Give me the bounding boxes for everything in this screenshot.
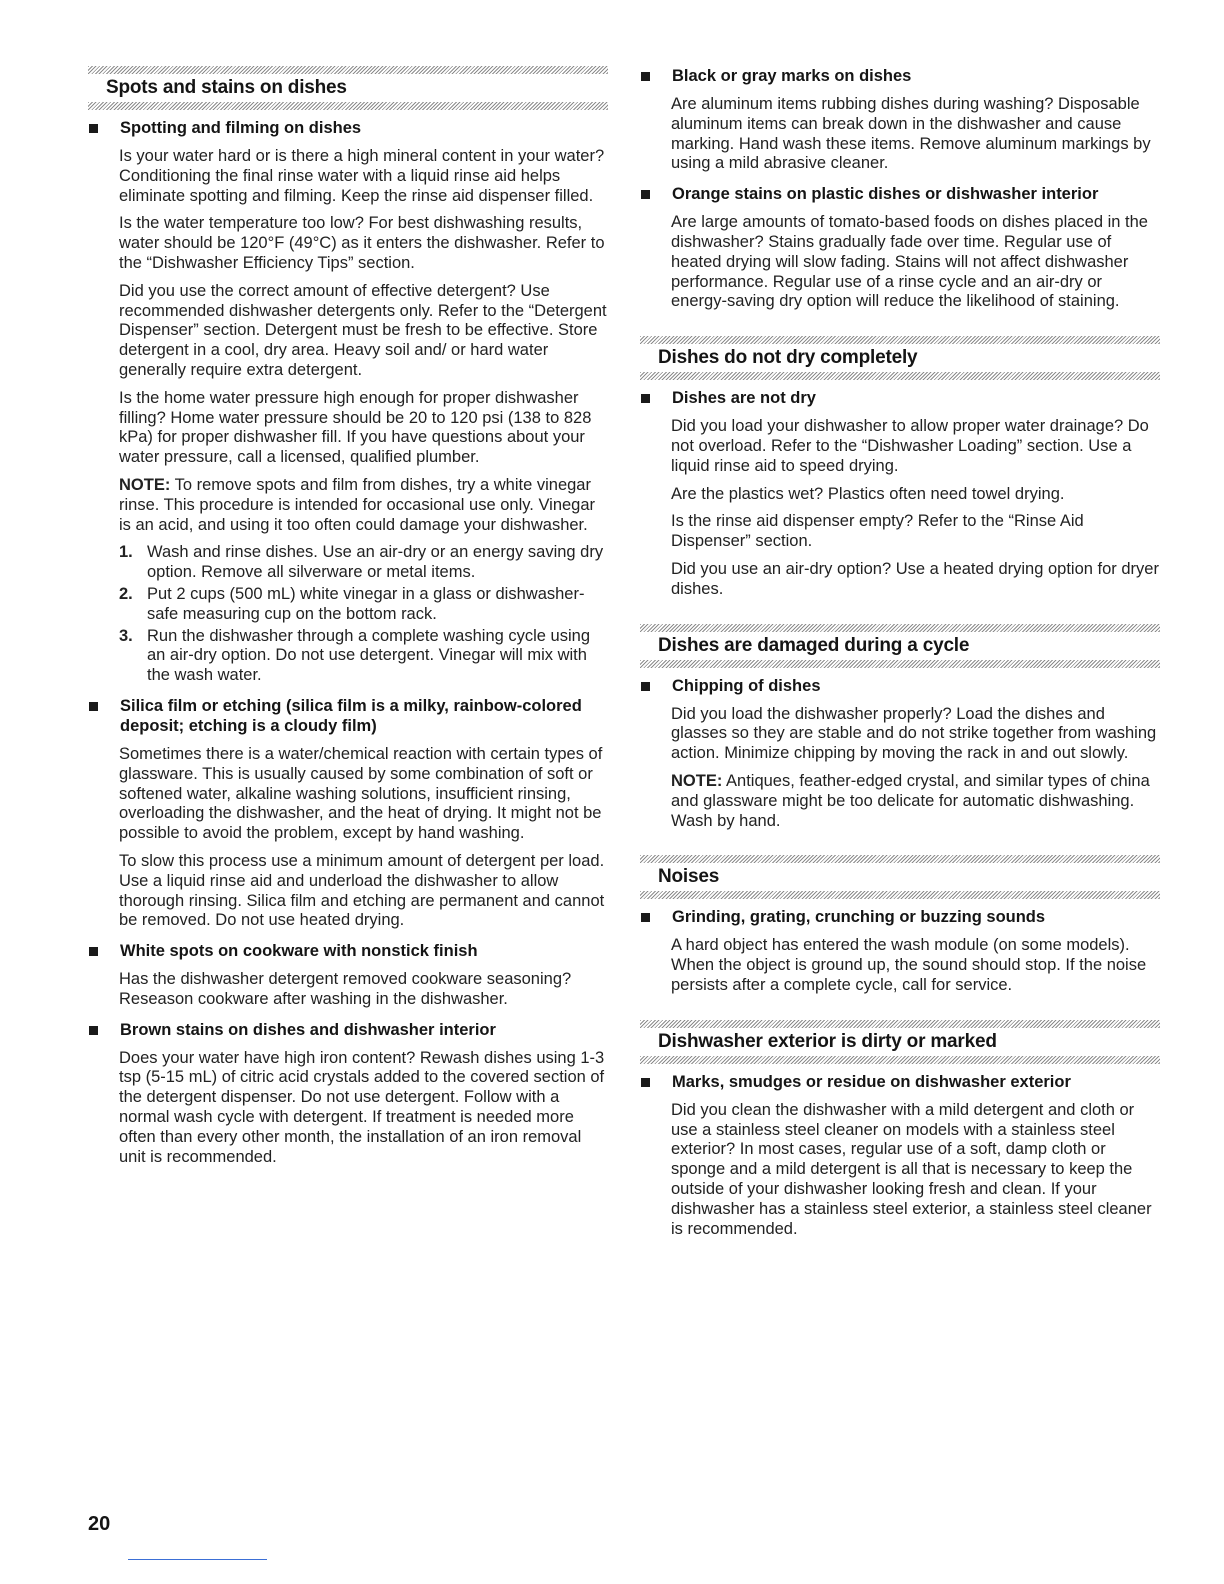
paragraph: Does your water have high iron content? Rewash dishes using 1-3 tsp (5-15 mL) of citric acid crystals added to the covered section of the detergent dispenser. Do not use detergent. Follow with a normal wash cycle with detergent. If treatment is needed more often than every other month, the installation of an iron removal unit is recommended.	[119, 1048, 605, 1166]
section-header-spots-stains	[88, 66, 608, 110]
item-heading	[88, 696, 608, 736]
paragraph: A hard object has entered the wash module (on some models). When the object is ground up, the sound should stop. If the noise persists after a complete cycle, call for service.	[671, 936, 1147, 994]
note-text: Antiques, feather-edged crystal, and similar types of china and glassware might be too delicate for automatic dishwashing. Wash by hand.	[671, 771, 1150, 830]
step-number: 1.	[119, 543, 133, 562]
item-heading-text: Brown stains on dishes and dishwasher interior	[120, 1020, 496, 1039]
item-heading	[88, 118, 608, 138]
section-rule-top	[640, 336, 1160, 344]
step-number: 3.	[119, 626, 133, 645]
bullet-square-icon	[88, 696, 120, 736]
note-text: To remove spots and film from dishes, try a white vinegar rinse. This procedure is intended for occasional use only. Vinegar is an acid, and using it too often could damage your dishwasher.	[119, 475, 596, 534]
item-silica-film	[88, 696, 608, 931]
item-grinding	[640, 907, 1160, 995]
item-exterior-marks	[640, 1072, 1160, 1240]
item-heading	[640, 907, 1160, 927]
item-heading	[640, 676, 1160, 696]
vinegar-steps-list	[119, 543, 608, 686]
item-heading	[88, 941, 608, 961]
item-heading-text: White spots on cookware with nonstick finish	[120, 942, 478, 961]
item-heading-text: Grinding, grating, crunching or buzzing sounds	[672, 908, 1046, 927]
bullet-square-icon	[88, 941, 120, 961]
item-heading-text: Orange stains on plastic dishes or dishwasher interior	[672, 185, 1099, 204]
item-spotting-filming	[88, 118, 608, 686]
bullet-square-icon	[640, 184, 672, 204]
bullet-square-icon	[640, 66, 672, 86]
paragraph: Are the plastics wet? Plastics often need towel drying.	[671, 484, 1065, 503]
item-heading	[640, 388, 1160, 408]
section-rule-bottom	[640, 372, 1160, 380]
item-black-gray-marks	[640, 66, 1160, 174]
item-orange-stains	[640, 184, 1160, 312]
paragraph: Are aluminum items rubbing dishes during washing? Disposable aluminum items can break down in the dishwasher and cause marking. Hand wash these items. Remove aluminum markings by using a mild abrasive cleaner.	[671, 95, 1151, 173]
step-text: Run the dishwasher through a complete washing cycle using an air-dry option. Do not use detergent. Vinegar will mix with the wash water.	[147, 626, 591, 685]
item-heading-text: Spotting and filming on dishes	[120, 119, 362, 137]
note-label: NOTE:	[119, 475, 171, 494]
note-paragraph	[119, 476, 608, 535]
item-heading-text: Chipping of dishes	[672, 676, 821, 695]
step-item	[119, 627, 608, 686]
paragraph: Has the dishwasher detergent removed cookware seasoning? Reseason cookware after washing in the dishwasher.	[119, 970, 572, 1008]
step-number: 2.	[119, 584, 133, 603]
bullet-square-icon	[640, 388, 672, 408]
section-header-noises	[640, 855, 1160, 899]
note-label: NOTE:	[671, 771, 723, 790]
item-dishes-not-dry	[640, 388, 1160, 599]
page-number: 20	[88, 1513, 111, 1535]
bullet-square-icon	[640, 907, 672, 927]
bullet-square-icon	[88, 118, 120, 138]
section-title: Dishwasher exterior is dirty or marked	[658, 1030, 997, 1052]
footer-link-underline[interactable]	[128, 1559, 267, 1560]
paragraph: Are large amounts of tomato-based foods on dishes placed in the dishwasher? Stains gradually fade over time. Regular use of heated drying will slow fading. Stains will not affect dishwasher performance. Regular use of a rinse cycle and an air-dry or energy-saving dry option will reduce the likelihood of staining.	[671, 213, 1148, 311]
paragraph: Is your water hard or is there a high mineral content in your water? Conditioning the final rinse water with a liquid rinse aid helps eliminate spotting and filming. Keep the rinse aid dispenser filled.	[119, 147, 605, 205]
step-text: Put 2 cups (500 mL) white vinegar in a glass or dishwasher-safe measuring cup on the bottom rack.	[147, 584, 585, 623]
section-rule-bottom	[88, 102, 608, 110]
section-rule-bottom	[640, 1056, 1160, 1064]
note-paragraph	[671, 772, 1160, 831]
item-white-spots	[88, 941, 608, 1010]
step-text: Wash and rinse dishes. Use an air-dry or an energy saving dry option. Remove all silverware or metal items.	[147, 543, 604, 582]
section-rule-top	[640, 1020, 1160, 1028]
item-heading	[640, 1072, 1160, 1092]
step-item	[119, 585, 608, 625]
item-heading	[88, 1020, 608, 1040]
item-heading-text: Marks, smudges or residue on dishwasher exterior	[672, 1072, 1071, 1091]
paragraph: Did you load the dishwasher properly? Load the dishes and glasses so they are stable and do not strike together from washing action. Minimize chipping by moving the rack in and out slowly.	[671, 704, 1157, 763]
section-title: Dishes do not dry completely	[658, 347, 918, 369]
section-header-damaged	[640, 624, 1160, 668]
section-title: Noises	[658, 866, 720, 888]
section-rule-bottom	[640, 891, 1160, 899]
paragraph: To slow this process use a minimum amount of detergent per load. Use a liquid rinse aid and underload the dishwasher to allow thorough rinsing. Silica film and etching are permanent and cannot be removed. Do not use heated drying.	[119, 851, 605, 930]
section-rule-top	[640, 624, 1160, 632]
item-chipping	[640, 676, 1160, 832]
item-heading	[640, 184, 1160, 204]
item-heading	[640, 66, 1160, 86]
paragraph: Did you load your dishwasher to allow proper water drainage? Do not overload. Refer to the “Dishwasher Loading” section. Use a liquid rinse aid to speed drying.	[671, 417, 1149, 475]
left-column	[88, 66, 608, 1177]
item-brown-stains	[88, 1020, 608, 1168]
paragraph: Is the rinse aid dispenser empty? Refer to the “Rinse Aid Dispenser” section.	[671, 512, 1084, 551]
item-heading-text: Dishes are not dry	[672, 389, 816, 408]
section-header-not-dry	[640, 336, 1160, 380]
paragraph: Is the home water pressure high enough for proper dishwasher filling? Home water pressure should be 20 to 120 psi (138 to 828 kPa) for proper dishwasher fill. If you have questions about your water pressure, call a licensed, qualified plumber.	[119, 388, 592, 467]
step-item	[119, 543, 608, 583]
bullet-square-icon	[640, 1072, 672, 1092]
section-title: Dishes are damaged during a cycle	[658, 634, 970, 656]
section-header-exterior	[640, 1020, 1160, 1064]
paragraph: Sometimes there is a water/chemical reaction with certain types of glassware. This is usually caused by some combination of soft or softened water, alkaline washing solutions, insufficient rinsing, overloading the dishwasher, and the heat of drying. It might not be possible to avoid the problem, except by hand washing.	[119, 744, 603, 843]
right-column	[640, 66, 1160, 1249]
paragraph: Did you use the correct amount of effective detergent? Use recommended dishwasher detergents only. Refer to the “Detergent Dispenser” section. Detergent must be fresh to be effective. Store detergent in a cool, dry area. Heavy soil and/ or hard water generally require extra detergent.	[119, 281, 607, 379]
section-rule-top	[88, 66, 608, 74]
section-title: Spots and stains on dishes	[106, 77, 347, 98]
section-rule-top	[640, 855, 1160, 863]
paragraph: Is the water temperature too low? For best dishwashing results, water should be 120°F (49°C) as it enters the dishwasher. Refer to the “Dishwasher Efficiency Tips” section.	[119, 214, 605, 272]
paragraph: Did you clean the dishwasher with a mild detergent and cloth or use a stainless steel cleaner on models with a stainless steel exterior? In most cases, regular use of a soft, damp cloth or sponge and a mild detergent is all that is necessary to keep the outside of your dishwasher looking fresh and clean. If your dishwasher has a stainless steel exterior, a stainless steel cleaner is recommended.	[671, 1100, 1152, 1238]
bullet-square-icon	[640, 676, 672, 696]
bullet-square-icon	[88, 1020, 120, 1040]
item-heading-text: Silica film or etching (silica film is a milky, rainbow-colored deposit; etching is a cloudy film)	[120, 696, 582, 735]
section-rule-bottom	[640, 660, 1160, 668]
paragraph: Did you use an air-dry option? Use a heated drying option for dryer dishes.	[671, 559, 1159, 598]
item-heading-text: Black or gray marks on dishes	[672, 67, 912, 85]
